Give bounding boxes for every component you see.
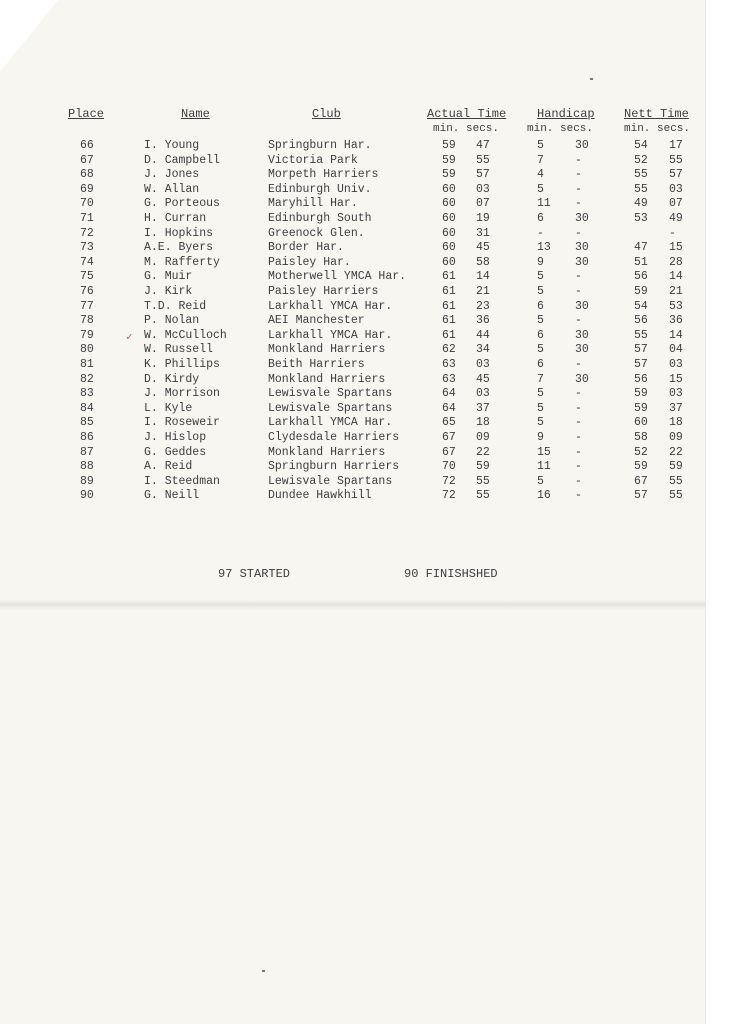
table-row [0,460,706,474]
table-row [0,314,706,328]
actual-min-cell: 63 [442,358,456,371]
nett-sec-cell: 22 [669,445,683,459]
actual-min-cell: 61 [442,285,456,298]
actual-sec-cell: 47 [476,139,490,152]
club-cell: Edinburgh Univ. [268,182,372,196]
nett-min-cell: 56 [634,372,648,386]
handicap-sec-cell: - [575,285,582,298]
nett-sec-cell: 14 [669,270,683,284]
table-row [0,256,706,270]
name-cell: I. Roseweir [144,416,220,430]
table-row [0,387,706,401]
handicap-min-cell: 6 [537,299,544,313]
club-cell: Beith Harriers [268,358,365,371]
handicap-min-cell: 16 [537,489,551,503]
nett-sec-cell: 57 [669,168,683,182]
place-cell: 86 [80,431,94,444]
name-cell: I. Steedman [144,474,220,488]
club-cell: Lewisvale Spartans [268,401,393,415]
subheader-nett: min. secs. [624,123,691,135]
name-cell: W. McCulloch [144,328,227,342]
handicap-sec-cell: - [575,226,582,240]
handicap-min-cell: 6 [537,358,544,371]
handicap-min-cell: 13 [537,241,551,255]
actual-min-cell: 62 [442,343,456,357]
place-cell: 71 [80,212,94,225]
subheader-handicap: min. secs. [527,123,594,135]
handicap-sec-cell: 30 [575,328,589,342]
subheader-actual: min. secs. [433,123,500,135]
actual-sec-cell: 45 [476,372,490,386]
header-actual-time: Actual Time [427,107,507,121]
name-cell: W. Russell [144,343,214,357]
header-nett-time: Nett Time [624,107,689,121]
name-cell: A.E. Byers [144,241,214,255]
header-handicap: Handicap [537,107,595,121]
place-cell: 80 [80,343,94,357]
header-place: Place [68,107,105,121]
actual-min-cell: 60 [442,241,456,255]
name-cell: H. Curran [144,212,207,225]
club-cell: Springburn Harriers [268,460,400,474]
handicap-min-cell: 6 [537,212,544,225]
tick-mark-icon: ✓ [126,332,133,344]
actual-sec-cell: 45 [476,241,490,255]
actual-sec-cell: 09 [476,431,490,444]
nett-min-cell: 59 [634,387,648,401]
actual-sec-cell: 21 [476,285,490,298]
actual-min-cell: 60 [442,226,456,240]
nett-min-cell: 49 [634,197,648,211]
handicap-min-cell: 11 [537,197,551,211]
place-cell: 70 [80,197,94,211]
actual-sec-cell: 55 [476,489,490,503]
nett-min-cell: 67 [634,474,648,488]
handicap-min-cell: 4 [537,168,544,182]
table-row [0,183,706,197]
handicap-sec-cell: 30 [575,343,589,357]
nett-min-cell: 57 [634,358,648,371]
nett-sec-cell: 07 [669,197,683,211]
actual-min-cell: 60 [442,197,456,211]
nett-sec-cell: 55 [669,474,683,488]
table-row [0,270,706,284]
place-cell: 85 [80,416,94,430]
nett-min-cell: 60 [634,416,648,430]
nett-min-cell: 59 [634,401,648,415]
handicap-min-cell: 5 [537,416,544,430]
finished-count: 90 FINISHSHED [404,567,498,581]
table-row [0,402,706,416]
place-cell: 72 [80,226,94,240]
nett-sec-cell: 18 [669,416,683,430]
club-cell: Border Har. [268,241,344,255]
club-cell: Larkhall YMCA Har. [268,299,393,313]
actual-min-cell: 61 [442,314,456,328]
handicap-min-cell: - [537,226,544,240]
nett-sec-cell: - [669,226,676,240]
table-row [0,168,706,182]
actual-min-cell: 61 [442,299,456,313]
actual-sec-cell: 55 [476,153,490,167]
place-cell: 67 [80,153,94,167]
actual-min-cell: 64 [442,387,456,401]
nett-min-cell: 57 [634,343,648,357]
place-cell: 78 [80,314,94,328]
club-cell: Monkland Harriers [268,372,386,386]
name-cell: J. Hislop [144,431,207,444]
place-cell: 74 [80,255,94,269]
name-cell: D. Campbell [144,153,220,167]
actual-sec-cell: 58 [476,255,490,269]
handicap-sec-cell: - [575,314,582,328]
club-cell: Edinburgh South [268,212,372,225]
place-cell: 90 [80,489,94,503]
table-row [0,241,706,255]
table-row [0,154,706,168]
handicap-sec-cell: - [575,401,582,415]
actual-sec-cell: 31 [476,226,490,240]
name-cell: G. Geddes [144,445,207,459]
nett-sec-cell: 37 [669,401,683,415]
place-cell: 87 [80,445,94,459]
actual-sec-cell: 36 [476,314,490,328]
name-cell: W. Allan [144,182,200,196]
handicap-min-cell: 6 [537,328,544,342]
handicap-min-cell: 5 [537,343,544,357]
nett-sec-cell: 28 [669,255,683,269]
actual-sec-cell: 55 [476,474,490,488]
handicap-sec-cell: - [575,358,582,371]
nett-min-cell: 51 [634,255,648,269]
place-cell: 83 [80,387,94,401]
table-row [0,489,706,503]
actual-min-cell: 59 [442,153,456,167]
nett-sec-cell: 15 [669,241,683,255]
handicap-min-cell: 5 [537,182,544,196]
club-cell: Larkhall YMCA Har. [268,416,393,430]
handicap-sec-cell: - [575,416,582,430]
table-row [0,227,706,241]
place-cell: 81 [80,358,94,371]
actual-sec-cell: 22 [476,445,490,459]
club-cell: Springburn Har. [268,139,372,152]
handicap-sec-cell: 30 [575,372,589,386]
actual-min-cell: 67 [442,445,456,459]
nett-sec-cell: 49 [669,212,683,225]
actual-min-cell: 59 [442,139,456,152]
nett-min-cell: 56 [634,314,648,328]
name-cell: T.D. Reid [144,299,207,313]
club-cell: Lewisvale Spartans [268,474,393,488]
paper-fold [0,600,706,610]
handicap-sec-cell: 30 [575,139,589,152]
place-cell: 73 [80,241,94,255]
name-cell: D. Kirdy [144,372,200,386]
club-cell: Paisley Harriers [268,285,379,298]
table-row [0,329,706,343]
club-cell: Greenock Glen. [268,226,365,240]
club-cell: Larkhall YMCA Har. [268,328,393,342]
actual-sec-cell: 44 [476,328,490,342]
actual-min-cell: 72 [442,474,456,488]
handicap-sec-cell: - [575,153,582,167]
nett-min-cell: 57 [634,489,648,503]
table-row [0,446,706,460]
club-cell: Maryhill Har. [268,197,358,211]
handicap-min-cell: 7 [537,372,544,386]
handicap-sec-cell: - [575,489,582,503]
handicap-min-cell: 5 [537,285,544,298]
nett-min-cell: 56 [634,270,648,284]
actual-sec-cell: 18 [476,416,490,430]
nett-min-cell: 55 [634,168,648,182]
actual-sec-cell: 19 [476,212,490,225]
nett-min-cell: 58 [634,431,648,444]
nett-sec-cell: 09 [669,431,683,444]
table-row [0,139,706,153]
club-cell: Lewisvale Spartans [268,387,393,401]
actual-sec-cell: 03 [476,358,490,371]
name-cell: M. Rafferty [144,255,220,269]
name-cell: I. Hopkins [144,226,214,240]
table-row [0,373,706,387]
handicap-min-cell: 9 [537,255,544,269]
table-row [0,431,706,445]
handicap-min-cell: 5 [537,314,544,328]
table-row [0,475,706,489]
name-cell: G. Neill [144,489,200,503]
nett-sec-cell: 55 [669,489,683,503]
actual-min-cell: 60 [442,255,456,269]
nett-sec-cell: 04 [669,343,683,357]
actual-min-cell: 60 [442,212,456,225]
actual-sec-cell: 34 [476,343,490,357]
handicap-min-cell: 11 [537,460,551,474]
club-cell: Clydesdale Harriers [268,431,400,444]
club-cell: Monkland Harriers [268,445,386,459]
nett-min-cell: 52 [634,445,648,459]
nett-min-cell: 59 [634,285,648,298]
actual-min-cell: 61 [442,270,456,284]
actual-min-cell: 65 [442,416,456,430]
nett-min-cell: 47 [634,241,648,255]
nett-min-cell: 55 [634,328,648,342]
paper-speck [262,970,265,972]
place-cell: 68 [80,168,94,182]
nett-min-cell: 59 [634,460,648,474]
nett-min-cell: 53 [634,212,648,225]
handicap-sec-cell: - [575,445,582,459]
handicap-min-cell: 7 [537,153,544,167]
handicap-min-cell: 9 [537,431,544,444]
actual-sec-cell: 03 [476,387,490,401]
handicap-min-cell: 5 [537,270,544,284]
name-cell: J. Jones [144,168,200,182]
handicap-sec-cell: - [575,474,582,488]
actual-min-cell: 59 [442,168,456,182]
place-cell: 89 [80,474,94,488]
handicap-min-cell: 5 [537,474,544,488]
handicap-sec-cell: - [575,197,582,211]
actual-min-cell: 61 [442,328,456,342]
nett-sec-cell: 59 [669,460,683,474]
handicap-sec-cell: 30 [575,255,589,269]
club-cell: AEI Manchester [268,314,365,328]
header-club: Club [312,107,341,121]
name-cell: P. Nolan [144,314,200,328]
nett-sec-cell: 03 [669,358,683,371]
table-row [0,358,706,372]
handicap-sec-cell: - [575,270,582,284]
handicap-min-cell: 5 [537,401,544,415]
place-cell: 79 [80,328,94,342]
nett-sec-cell: 03 [669,387,683,401]
handicap-min-cell: 5 [537,387,544,401]
name-cell: G. Muir [144,270,193,284]
place-cell: 88 [80,460,94,474]
table-row [0,343,706,357]
place-cell: 66 [80,139,94,152]
place-cell: 82 [80,372,94,386]
paper-speck [590,78,593,80]
actual-sec-cell: 14 [476,270,490,284]
handicap-sec-cell: - [575,387,582,401]
club-cell: Paisley Har. [268,255,351,269]
club-cell: Victoria Park [268,153,358,167]
header-name: Name [181,107,210,121]
name-cell: L. Kyle [144,401,193,415]
club-cell: Motherwell YMCA Har. [268,270,407,284]
handicap-min-cell: 15 [537,445,551,459]
club-cell: Dundee Hawkhill [268,489,372,503]
place-cell: 69 [80,182,94,196]
actual-min-cell: 67 [442,431,456,444]
actual-min-cell: 64 [442,401,456,415]
place-cell: 84 [80,401,94,415]
place-cell: 75 [80,270,94,284]
name-cell: A. Reid [144,460,193,474]
actual-sec-cell: 23 [476,299,490,313]
table-row [0,300,706,314]
nett-sec-cell: 15 [669,372,683,386]
name-cell: J. Morrison [144,387,220,401]
actual-sec-cell: 37 [476,401,490,415]
handicap-sec-cell: - [575,460,582,474]
nett-min-cell: 54 [634,299,648,313]
actual-min-cell: 70 [442,460,456,474]
actual-min-cell: 63 [442,372,456,386]
actual-min-cell: 72 [442,489,456,503]
name-cell: K. Phillips [144,358,220,371]
handicap-min-cell: 5 [537,139,544,152]
actual-sec-cell: 03 [476,182,490,196]
name-cell: J. Kirk [144,285,193,298]
actual-sec-cell: 07 [476,197,490,211]
actual-sec-cell: 57 [476,168,490,182]
table-row [0,212,706,226]
place-cell: 77 [80,299,94,313]
table-row [0,285,706,299]
nett-min-cell: 52 [634,153,648,167]
place-cell: 76 [80,285,94,298]
handicap-sec-cell: 30 [575,212,589,225]
handicap-sec-cell: 30 [575,241,589,255]
handicap-sec-cell: - [575,431,582,444]
handicap-sec-cell: - [575,168,582,182]
nett-sec-cell: 21 [669,285,683,298]
scan-edge [705,0,744,1024]
club-cell: Morpeth Harriers [268,168,379,182]
nett-sec-cell: 03 [669,182,683,196]
table-row [0,197,706,211]
actual-sec-cell: 59 [476,460,490,474]
name-cell: I. Young [144,139,200,152]
nett-min-cell: 55 [634,182,648,196]
nett-sec-cell: 53 [669,299,683,313]
nett-sec-cell: 55 [669,153,683,167]
nett-sec-cell: 14 [669,328,683,342]
table-row [0,416,706,430]
handicap-sec-cell: - [575,182,582,196]
handicap-sec-cell: 30 [575,299,589,313]
started-count: 97 STARTED [218,567,291,581]
nett-sec-cell: 17 [669,139,683,152]
nett-min-cell: 54 [634,139,648,152]
club-cell: Monkland Harriers [268,343,386,357]
name-cell: G. Porteous [144,197,220,211]
actual-min-cell: 60 [442,182,456,196]
nett-sec-cell: 36 [669,314,683,328]
